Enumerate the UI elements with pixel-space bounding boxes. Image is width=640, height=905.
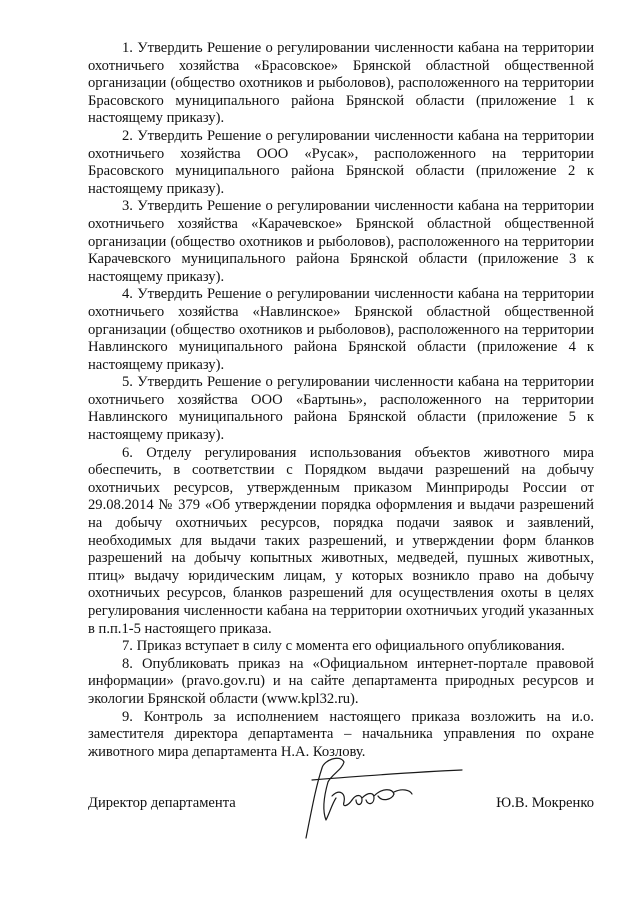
order-item-4: 4. Утвердить Решение о регулировании численности кабана на территории охотничьего хозяйства «Навлинское» Брянской областной общественной организации (общество охотников и рыболовов), расположенного на территории Навлинского муниципального района Брянской области (приложение 4 к настоящему приказу).	[88, 286, 594, 373]
order-item-7: 7. Приказ вступает в силу с момента его официального опубликования.	[122, 638, 565, 655]
signatory-name: Ю.В. Мокренко	[496, 795, 594, 811]
order-item-8: 8. Опубликовать приказ на «Официальном интернет-портале правовой информации» (pravo.gov.ru) и на сайте департамента природных ресурсов и экологии Брянской области (www.kpl32.ru).	[88, 655, 594, 707]
order-item-6: 6. Отделу регулирования использования объектов животного мира обеспечить, в соответствии с Порядком выдачи разрешений на добычу охотничьих ресурсов, утвержденным приказом Минприроды России от 29.08.2014 № 379 «Об утверждении порядка оформления и выдачи разрешений на добычу охотничьих ресурсов, порядка подачи заявок и заявлений, необходимых для выдачи таких разрешений, и утверждении форм бланков разрешений на добычу копытных животных, медведей, пушных животных, птиц» выдачу юридическим лицам, у которых возникло право на добычу охотничьих ресурсов, бланков разрешений для осуществления охоты в целях регулирования численности кабана на территории охотничьих угодий указанных в п.п.1-5 настоящего приказа.	[88, 444, 594, 637]
order-item-9: 9. Контроль за исполнением настоящего приказа возложить на и.о. заместителя директора департамента – начальника управления по охране животного мира департамента Н.А. Козлову.	[88, 708, 594, 760]
order-body	[88, 40, 594, 761]
signature-row	[88, 795, 594, 819]
order-item-3: 3. Утвердить Решение о регулировании численности кабана на территории охотничьего хозяйства «Карачевское» Брянской областной общественной организации (общество охотников и рыболовов), расположенного на территории Карачевского муниципального района Брянской области (приложение 3 к настоящему приказу).	[88, 198, 594, 285]
order-item-5: 5. Утвердить Решение о регулировании численности кабана на территории охотничьего хозяйства ООО «Бартынь», расположенного на территории Навлинского муниципального района Брянской области (приложение 5 к настоящему приказу).	[88, 374, 594, 444]
order-item-2: 2. Утвердить Решение о регулировании численности кабана на территории охотничьего хозяйства ООО «Русак», расположенного на территории Брасовского муниципального района Брянской области (приложение 2 к настоящему приказу).	[88, 127, 594, 197]
order-item-1: 1. Утвердить Решение о регулировании численности кабана на территории охотничьего хозяйства «Брасовское» Брянской областной общественной организации (общество охотников и рыболовов), расположенного на территории Брасовского муниципального района Брянской области (приложение 1 к настоящему приказу).	[88, 40, 594, 127]
signatory-title: Директор департамента	[88, 795, 236, 811]
